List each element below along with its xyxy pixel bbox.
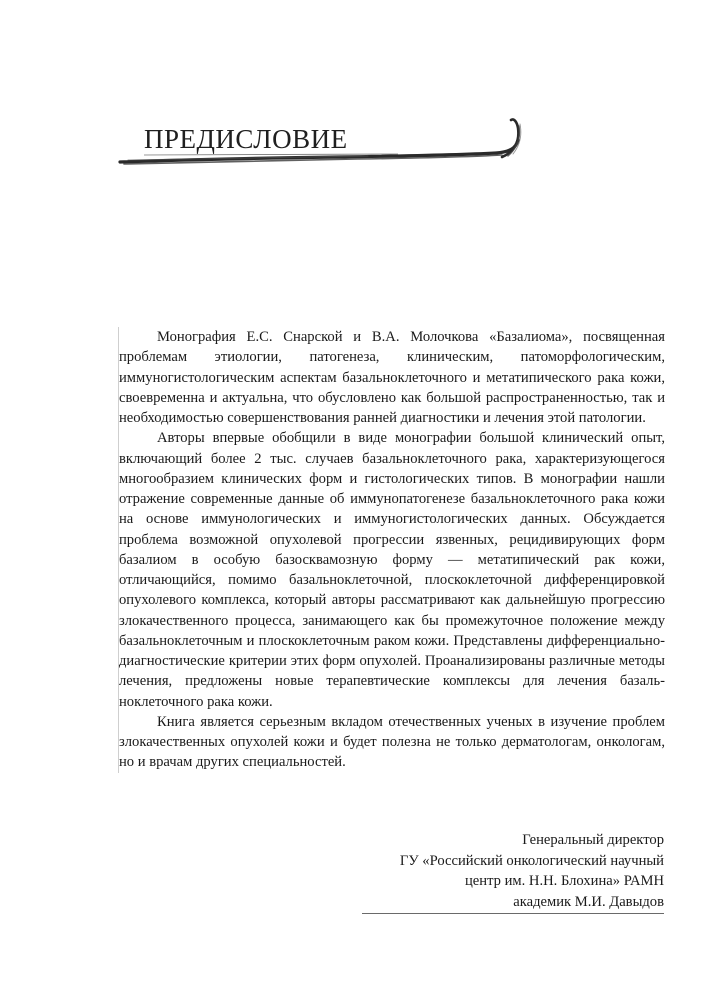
signature-block (334, 830, 664, 912)
signature-rule (362, 913, 664, 914)
signature-position: Генеральный директор (522, 832, 664, 848)
chapter-heading (118, 110, 538, 180)
page-title: ПРЕДИСЛОВИЕ (144, 124, 348, 154)
signature-organization: ГУ «Российский онкологический научный (399, 852, 664, 869)
signature-name: академик М.И. Давыдов (513, 893, 664, 910)
paragraph: Книга является серьезным вкладом отечественных ученых в изучение проблем злокачественных опухолей кожи и будет полезна не только дерматологам, онкологам, но и врачам других специальностей. (119, 713, 665, 771)
signature-organization-cont: центр им. Н.Н. Блохина» РАМН (464, 873, 664, 889)
preface-body (118, 327, 665, 773)
paragraph: Авторы впервые обобщили в виде монографии большой клинический опыт, включающий более 2 тыс. случаев базальноклеточного рака, характеризующегося многообразием клинических форм и гистологических типов. В монографии нашли отражение современные данные об иммунопатогенезе базальноклеточного рака кожи на основе иммунологических и иммуногистологических данных. Обсуждается проблема возможной опухолевой прогрессии язвенных, рецидивирующих форм базалиом в особую базосквамозную форму — метатипический рак кожи, отличающийся, помимо базальноклеточной, плоскоклеточной дифференцировкой опухолевого комплекса, который авторы рассматривают как дальнейшую прогрессию злокачественного процесса, занимающего как бы промежуточное положение между базальноклеточным и плоскоклеточным раком кожи. Представлены дифференциально-диагностические критерии этих форм опухолей. Проанализированы различные методы лечения, предложены новые терапевтические комплексы для лечения базальноклеточного рака кожи. (119, 430, 665, 710)
paragraph: Монография Е.С. Снарской и В.А. Молочкова «Базалиома», посвященная проблемам этиологии, патогенеза, клиническим, патоморфологическим, иммуногистологическим аспектам базальноклеточного и метатипического рака кожи, своевременна и актуальна, что обусловлено как большой распространенностью, так и необходимостью совершенствования ранней диагностики и лечения этой патологии. (119, 329, 665, 426)
